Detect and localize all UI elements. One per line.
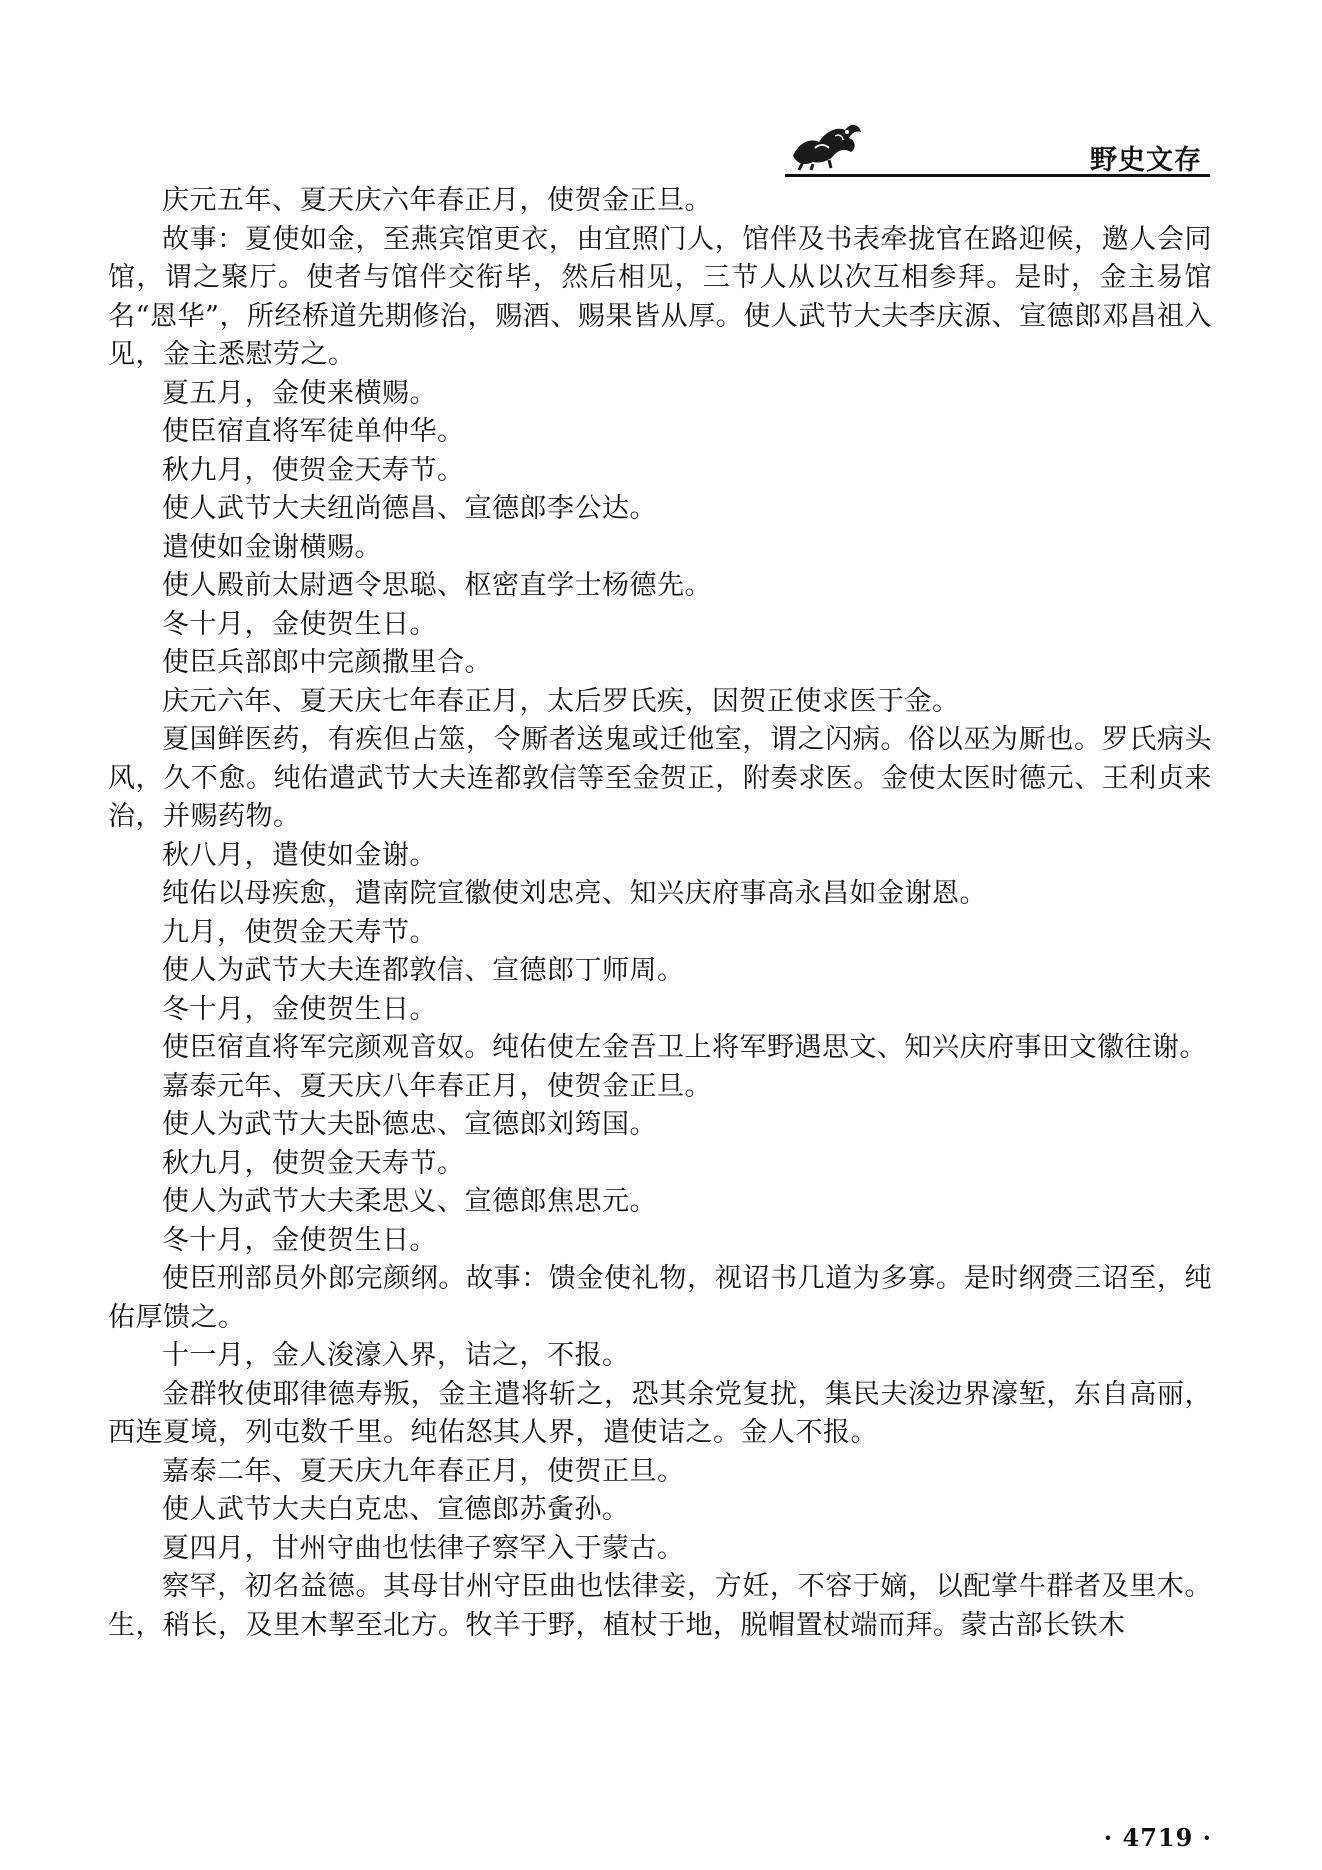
paragraph: 冬十月，金使贺生日。 <box>162 1224 437 1256</box>
paragraph: 使人为武节大夫柔思义、宣德郎焦思元。 <box>162 1186 657 1217</box>
paragraph: 冬十月，金使贺生日。 <box>162 993 437 1025</box>
paragraph: 故事：夏使如金，至燕宾馆更衣，由宜照门人，馆伴及书表牵拢官在路迎候，邀人会同馆，谓之聚厅。使者与馆伴交衔毕，然后相见，三节人从以次互相参拜。是时，金主易馆名“恩华”，所经桥道先期修治，赐酒、赐果皆从厚。使人武节大夫李庆源、宣德郎邓昌祖入见，金主悉慰劳之。 <box>108 223 1212 370</box>
paragraph: 使臣宿直将军徒单仲华。 <box>162 416 465 447</box>
paragraph: 夏国鲜医药，有疾但占筮，令厮者送鬼或迁他室，谓之闪病。俗以巫为厮也。罗氏病头风，久不愈。纯佑遣武节大夫连都敦信等至金贺正，附奏求医。金使太医时德元、王利贞来治，并赐药物。 <box>108 724 1212 832</box>
paragraph: 冬十月，金使贺生日。 <box>162 608 437 640</box>
dragon-emblem-icon <box>785 112 865 172</box>
paragraph: 使臣兵部郎中完颜撒里合。 <box>162 647 492 678</box>
paragraph: 使人武节大夫白克忠、宣德郎苏夤孙。 <box>162 1494 630 1525</box>
body-text <box>108 182 1212 1645</box>
paragraph: 嘉泰元年、夏天庆八年春正月，使贺金正旦。 <box>162 1070 712 1102</box>
paragraph: 察罕，初名益德。其母甘州守臣曲也怯律妾，方妊，不容于嫡，以配掌牛群者及里木。生，稍长，及里木挈至北方。牧羊于野，植杖于地，脱帽置杖端而拜。蒙古部长铁木 <box>108 1571 1212 1641</box>
paragraph: 秋八月，遣使如金谢。 <box>162 839 437 871</box>
paragraph: 秋九月，使贺金天寿节。 <box>162 1147 465 1179</box>
paragraph: 金群牧使耶律德寿叛，金主遣将斩之，恐其余党复扰，集民夫浚边界濠堑，东自高丽，西连夏境，列屯数千里。纯佑怒其人界，遣使诘之。金人不报。 <box>108 1378 1212 1448</box>
running-header-title: 野史文存 <box>1090 145 1202 176</box>
paragraph: 秋九月，使贺金天寿节。 <box>162 454 465 486</box>
paragraph: 庆元六年、夏天庆七年春正月，太后罗氏疾，因贺正使求医于金。 <box>162 685 960 717</box>
paragraph: 庆元五年、夏天庆六年春正月，使贺金正旦。 <box>162 185 712 216</box>
page-header <box>100 100 1210 180</box>
paragraph: 使人为武节大夫卧德忠、宣德郎刘筠国。 <box>162 1109 657 1140</box>
paragraph: 使臣宿直将军完颜观音奴。纯佑使左金吾卫上将军野遇思文、知兴庆府事田文徽往谢。 <box>162 1032 1207 1063</box>
paragraph: 纯佑以母疾愈，遣南院宣徽使刘忠亮、知兴庆府事高永昌如金谢恩。 <box>162 878 987 909</box>
header-rule <box>785 174 1210 177</box>
paragraph: 十一月，金人浚濠入界，诘之，不报。 <box>162 1340 630 1371</box>
paragraph: 使人武节大夫纽尚德昌、宣德郎李公达。 <box>162 493 657 524</box>
page-number: · 4719 · <box>1103 1823 1212 1852</box>
paragraph: 使人殿前太尉迺令思聪、枢密直学士杨德先。 <box>162 570 712 601</box>
paragraph: 遣使如金谢横赐。 <box>162 531 382 563</box>
paragraph: 夏五月，金使来横赐。 <box>162 377 437 409</box>
paragraph: 使臣刑部员外郎完颜纲。故事：馈金使礼物，视诏书几道为多寡。是时纲赍三诏至，纯佑厚馈之。 <box>108 1263 1212 1333</box>
paragraph: 使人为武节大夫连都敦信、宣德郎丁师周。 <box>162 955 685 986</box>
paragraph: 夏四月，甘州守曲也怯律子察罕入于蒙古。 <box>162 1532 685 1564</box>
paragraph: 九月，使贺金天寿节。 <box>162 916 437 948</box>
paragraph: 嘉泰二年、夏天庆九年春正月，使贺正旦。 <box>162 1455 685 1487</box>
